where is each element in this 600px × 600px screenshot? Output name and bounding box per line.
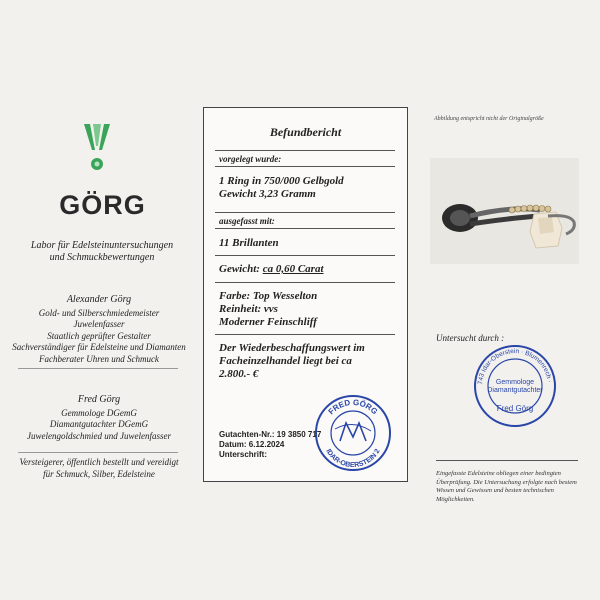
ring-image-icon [430, 158, 579, 264]
submitted-label: vorgelegt wurde: [219, 154, 282, 164]
rule-line [215, 212, 395, 213]
carat-prefix: Gewicht: [219, 263, 263, 275]
round-stamp-icon [313, 393, 393, 473]
report-panel [203, 107, 408, 482]
person-name: Alexander Görg [66, 294, 132, 305]
value-text: Facheinzelhandel liegt bei ca [219, 355, 352, 367]
ring-photo [430, 158, 579, 264]
stone-color: Farbe: Top Wesselton [219, 290, 318, 302]
person-title: Staatlich geprüfter Gestalter [47, 330, 151, 341]
stamp-top-text: FRED GÖRG [326, 397, 380, 417]
gem-logo-icon [82, 124, 112, 174]
value-text: Der Wiederbeschaffungswert im [219, 342, 365, 354]
tagline-line: und Schmuckbewertungen [49, 252, 155, 263]
divider [18, 452, 178, 453]
person-title: Juwelengoldschmied und Juwelenfasser [27, 430, 171, 441]
stones-count: 11 Brillanten [219, 237, 279, 249]
auctioneer-note [5, 457, 193, 480]
report-title: Befundbericht [269, 125, 342, 139]
person-title: Fachberater Uhren und Schmuck [39, 353, 159, 364]
person-title: Sachverständiger für Edelsteine und Diamanten [12, 342, 186, 352]
tagline-line: Labor für Edelsteinuntersuchungen [30, 240, 174, 251]
person-title: Juwelenfasser [73, 319, 125, 329]
person-title: Gold- und Silberschmiedemeister [38, 307, 160, 318]
left-panel [0, 0, 195, 600]
examiner-stamp-icon [472, 343, 558, 429]
person-fred [5, 394, 193, 442]
report-date: Datum: 6.12.2024 [219, 440, 285, 449]
person-alexander [5, 294, 193, 365]
image-caption: Abbildung entspricht nicht der Originalgröße [434, 116, 544, 122]
carat-weight [219, 263, 324, 276]
rule-line [215, 166, 395, 167]
rule-line [215, 150, 395, 151]
footer-line: für Schmuck, Silber, Edelsteine [43, 468, 155, 479]
person-title: Diamantgutachter DGemG [49, 419, 149, 429]
examined-by-label: Untersucht durch : [436, 333, 505, 343]
lab-tagline [12, 240, 192, 264]
stamp-mid-text: Gemmologe [495, 379, 535, 386]
rule-line [215, 228, 395, 229]
signature-label: Unterschrift: [219, 450, 268, 459]
rule-line [215, 255, 395, 256]
brand-name: GÖRG [59, 190, 146, 220]
divider [18, 368, 178, 369]
stamp-ring-text: 743 Idar-Oberstein · Blumenrech · [477, 347, 553, 385]
stamp-name-text: Fred Görg [496, 404, 534, 413]
footer-line: Versteigerer, öffentlich bestellt und vereidigt [19, 457, 179, 467]
stone-clarity: Reinheit: vvs [219, 303, 278, 315]
rule-line [215, 282, 395, 283]
right-panel [420, 0, 600, 600]
item-weight: Gewicht 3,23 Gramm [219, 188, 316, 200]
set-label: ausgefasst mit: [219, 216, 275, 226]
item-description: 1 Ring in 750/000 Gelbgold [219, 175, 344, 187]
value-amount: 2.800.- € [219, 368, 259, 380]
examination-note: Eingefasste Edelsteine obliegen einer bedingten Überprüfung. Die Untersuchung erfolgte nach bestem Wissen und Gewissen und besten technischen Möglichkeiten. [436, 470, 577, 503]
rule-line [215, 334, 395, 335]
carat-value: ca 0,60 Carat [262, 263, 324, 275]
person-title: Gemmologe DGemG [61, 407, 137, 418]
stamp-bottom-text: IDAR-OBERSTEIN 2 [324, 447, 382, 470]
person-name: Fred Görg [77, 394, 121, 405]
certificate-number: Gutachten-Nr.: 19 3850 717 [219, 430, 322, 439]
stamp-mid-text: Diamantgutachter [487, 387, 543, 394]
stone-cut: Moderner Feinschliff [219, 316, 317, 328]
signature-line [436, 460, 578, 461]
